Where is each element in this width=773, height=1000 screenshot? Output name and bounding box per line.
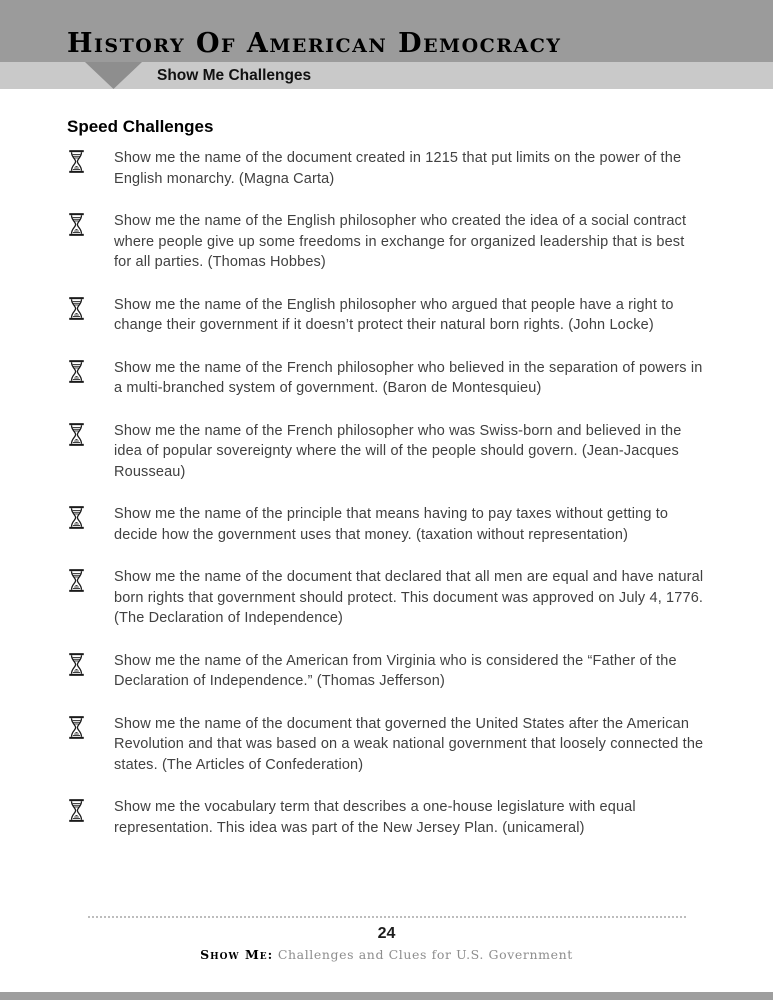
challenge-text: Show me the name of the French philosopher who was Swiss-born and believed in the idea of popular sovereignty where the will of the people should govern. (Jean-Jacques Rousseau)	[114, 422, 682, 480]
challenge-text: Show me the vocabulary term that describes a one-house legislature with equal representation. This idea was part of the New Jersey Plan. (unicameral)	[114, 799, 636, 836]
page-title: History Of American Democracy	[67, 28, 562, 59]
bottom-edge-band	[0, 992, 773, 1000]
challenge-text: Show me the name of the American from Virginia who is considered the “Father of the Declaration of Independence.” (Thomas Jefferson)	[114, 652, 677, 689]
series-label: Show Me:	[200, 946, 274, 962]
challenge-item	[67, 295, 753, 336]
challenge-item	[67, 421, 753, 483]
hourglass-icon	[68, 297, 85, 320]
hourglass-icon	[68, 569, 85, 592]
subheader-band	[0, 62, 773, 89]
challenge-list	[67, 148, 753, 838]
main-content	[0, 89, 773, 838]
challenge-item	[67, 148, 753, 189]
challenge-text: Show me the name of the document that declared that all men are equal and have natural born rights that government should protect. This document was approved on July 4, 1776. (The Declaration of Independence)	[114, 569, 704, 626]
hourglass-icon	[68, 423, 85, 446]
hourglass-icon	[68, 653, 85, 676]
challenge-text: Show me the name of the French philosopher who believed in the separation of powers in a multi-branched system of government. (Baron de Montesquieu)	[114, 359, 703, 396]
challenge-text: Show me the name of the English philosopher who created the idea of a social contract where people give up some freedoms in exchange for organized leadership that is best for all parties. (Thomas Hobbes)	[114, 213, 687, 270]
page-header	[0, 0, 773, 89]
hourglass-icon	[68, 213, 85, 236]
section-title: Speed Challenges	[67, 117, 214, 136]
page-footer	[0, 916, 773, 962]
challenge-item	[67, 504, 753, 545]
challenge-item	[67, 358, 753, 399]
hourglass-icon	[68, 150, 85, 173]
header-band	[0, 0, 773, 62]
challenge-text: Show me the name of the English philosopher who argued that people have a right to change their government if it doesn’t protect their natural born rights. (John Locke)	[114, 296, 674, 333]
challenge-text: Show me the name of the principle that means having to pay taxes without getting to decide how the government uses that money. (taxation without representation)	[114, 506, 669, 543]
challenge-text: Show me the name of the document created in 1215 that put limits on the power of the English monarchy. (Magna Carta)	[114, 150, 682, 187]
challenge-item	[67, 211, 753, 273]
hourglass-icon	[68, 506, 85, 529]
series-line	[0, 947, 773, 962]
challenge-item	[67, 651, 753, 692]
challenge-text: Show me the name of the document that governed the United States after the American Revolution and that was based on a weak national government that loosely connected the states. (The Articles of Confederation)	[114, 715, 704, 773]
hourglass-icon	[68, 360, 85, 383]
ribbon-chevron-icon	[85, 62, 142, 89]
challenge-item	[67, 567, 753, 629]
hourglass-icon	[68, 716, 85, 739]
page-subtitle: Show Me Challenges	[157, 66, 312, 84]
hourglass-icon	[68, 799, 85, 822]
challenge-item	[67, 714, 753, 776]
challenge-item	[67, 797, 753, 838]
page-number: 24	[377, 925, 396, 942]
series-title: Challenges and Clues for U.S. Government	[277, 946, 573, 962]
footer-divider	[88, 916, 686, 918]
